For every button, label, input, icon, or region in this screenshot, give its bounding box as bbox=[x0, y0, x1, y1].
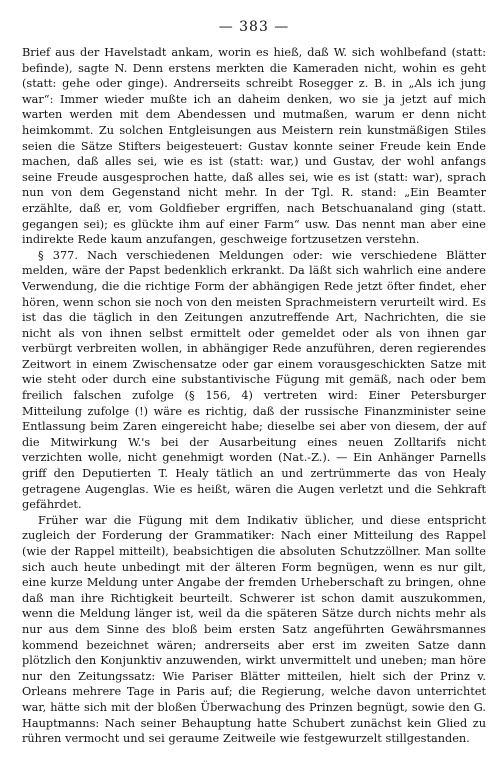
page-number: — 383 — bbox=[218, 19, 290, 35]
paragraph-continuation: Brief aus der Havelstadt ankam, worin es hieß, daß W. sich wohlbefand (statt: befinde), sagte N. Denn erstens merkten die Kameraden nicht, wohin es geht (statt: gehe oder ginge). Andrerseits schreibt Rosegger z. B. in „Als ich jung war“: Immer wieder mußte ich an daheim denken, wo sie ja jetzt auf mich warten werden mit dem Abendessen und mutmaßen, warum er denn nicht heimkommt. Zu solchen Entgleisungen aus Meistern rein kunstmäßigen Stiles seien die Sätze Stifters beigesteuert: Gustav konnte seiner Freude kein Ende machen, daß alles sei, wie es ist (statt: war,) und Gustav, der wohl anfangs seine Freude ausgesprochen hatte, daß alles sei, wie es ist (statt: war), sprach nun von dem Gegenstand nicht mehr. In der Tgl. R. stand: „Ein Beamter erzählte, daß er, vom Goldfieber ergriffen, nach Betschuanaland ging (statt. gegangen sei); es glückte ihm auf einer Farm“ usw. Das nennt man aber eine indirekte Rede kaum anzufangen, geschweige fortzusetzen verstehn. bbox=[22, 46, 486, 247]
page-body bbox=[22, 45, 486, 747]
paragraph-section-377: § 377. Nach verschiedenen Meldungen oder: wie verschiedene Blätter melden, wäre der Papst bedenklich erkrankt. Da läßt sich wahrlich eine andere Verwendung, die die richtige Form der abhängigen Rede jetzt öfter findet, eher hören, wenn schon sie noch von den meisten Sprachmeistern verurteilt wird. Es ist das die täglich in den Zeitungen anzutreffende Art, Nachrichten, die sie nicht als von ihnen selbst ermittelt oder gemeldet oder als von ihnen gar verbürgt verbreiten wollen, in abhängiger Rede anzuführen, deren regierendes Zeitwort in einem Zwischensatze oder gar einem vorausgeschickten Satze mit wie steht oder durch eine substantivische Fügung mit gemäß, nach oder bem freilich falschen zufolge (§ 156, 4) vertreten wird: Einer Petersburger Mitteilung zufolge (!) wäre es richtig, daß der russische Finanzminister seine Entlassung beim Zaren eingereicht habe; dieselbe sei aber von diesem, der auf die Mitwirkung W.'s bei der Ausarbeitung eines neuen Zolltarifs nicht verzichten wolle, nicht genehmigt worden (Nat.-Z.). — Ein Anhänger Parnells griff den Deputierten T. Healy tätlich an und zertrümmerte das von Healy getragene Augenglas. Wie es heißt, wären die Augen verletzt und die Sehkraft gefährdet. bbox=[22, 248, 486, 512]
paragraph-indicative-usage: Früher war die Fügung mit dem Indikativ üblicher, und diese entspricht zugleich der Forderung der Grammatiker: Nach einer Mitteilung des Rappel (wie der Rappel mitteilt), beabsichtigen die absoluten Schutzzöllner. Man sollte sich auch heute unbedingt mit der älteren Form begnügen, wenn es nur gilt, eine kurze Meldung unter Angabe der fremden Urheberschaft zu bringen, ohne daß man ihre Richtigkeit beurteilt. Schwerer ist schon damit auszukommen, wenn die Meldung länger ist, weil da die späteren Sätze durch nichts mehr als nur aus dem Sinne des bloß beim ersten Satz angeführten Gewährsmannes kommend bezeichnet wären; andrerseits aber erst im zweiten Satze dann plötzlich den Konjunktiv anzuwenden, wirkt unvermittelt und uneben; man höre nur den Zeitungssatz: Wie Pariser Blätter mitteilen, hielt sich der Prinz v. Orleans mehrere Tage in Paris auf; die Regierung, welche davon unterrichtet war, hätte sich mit der bloßen Überwachung des Prinzen begnügt, sowie den G. Hauptmanns: Nach seiner Behauptung hatte Schubert zunächst kein Glied zu rühren vermocht und sei geraume Zeitweile wie festgewurzelt stillgestanden. bbox=[22, 513, 486, 746]
